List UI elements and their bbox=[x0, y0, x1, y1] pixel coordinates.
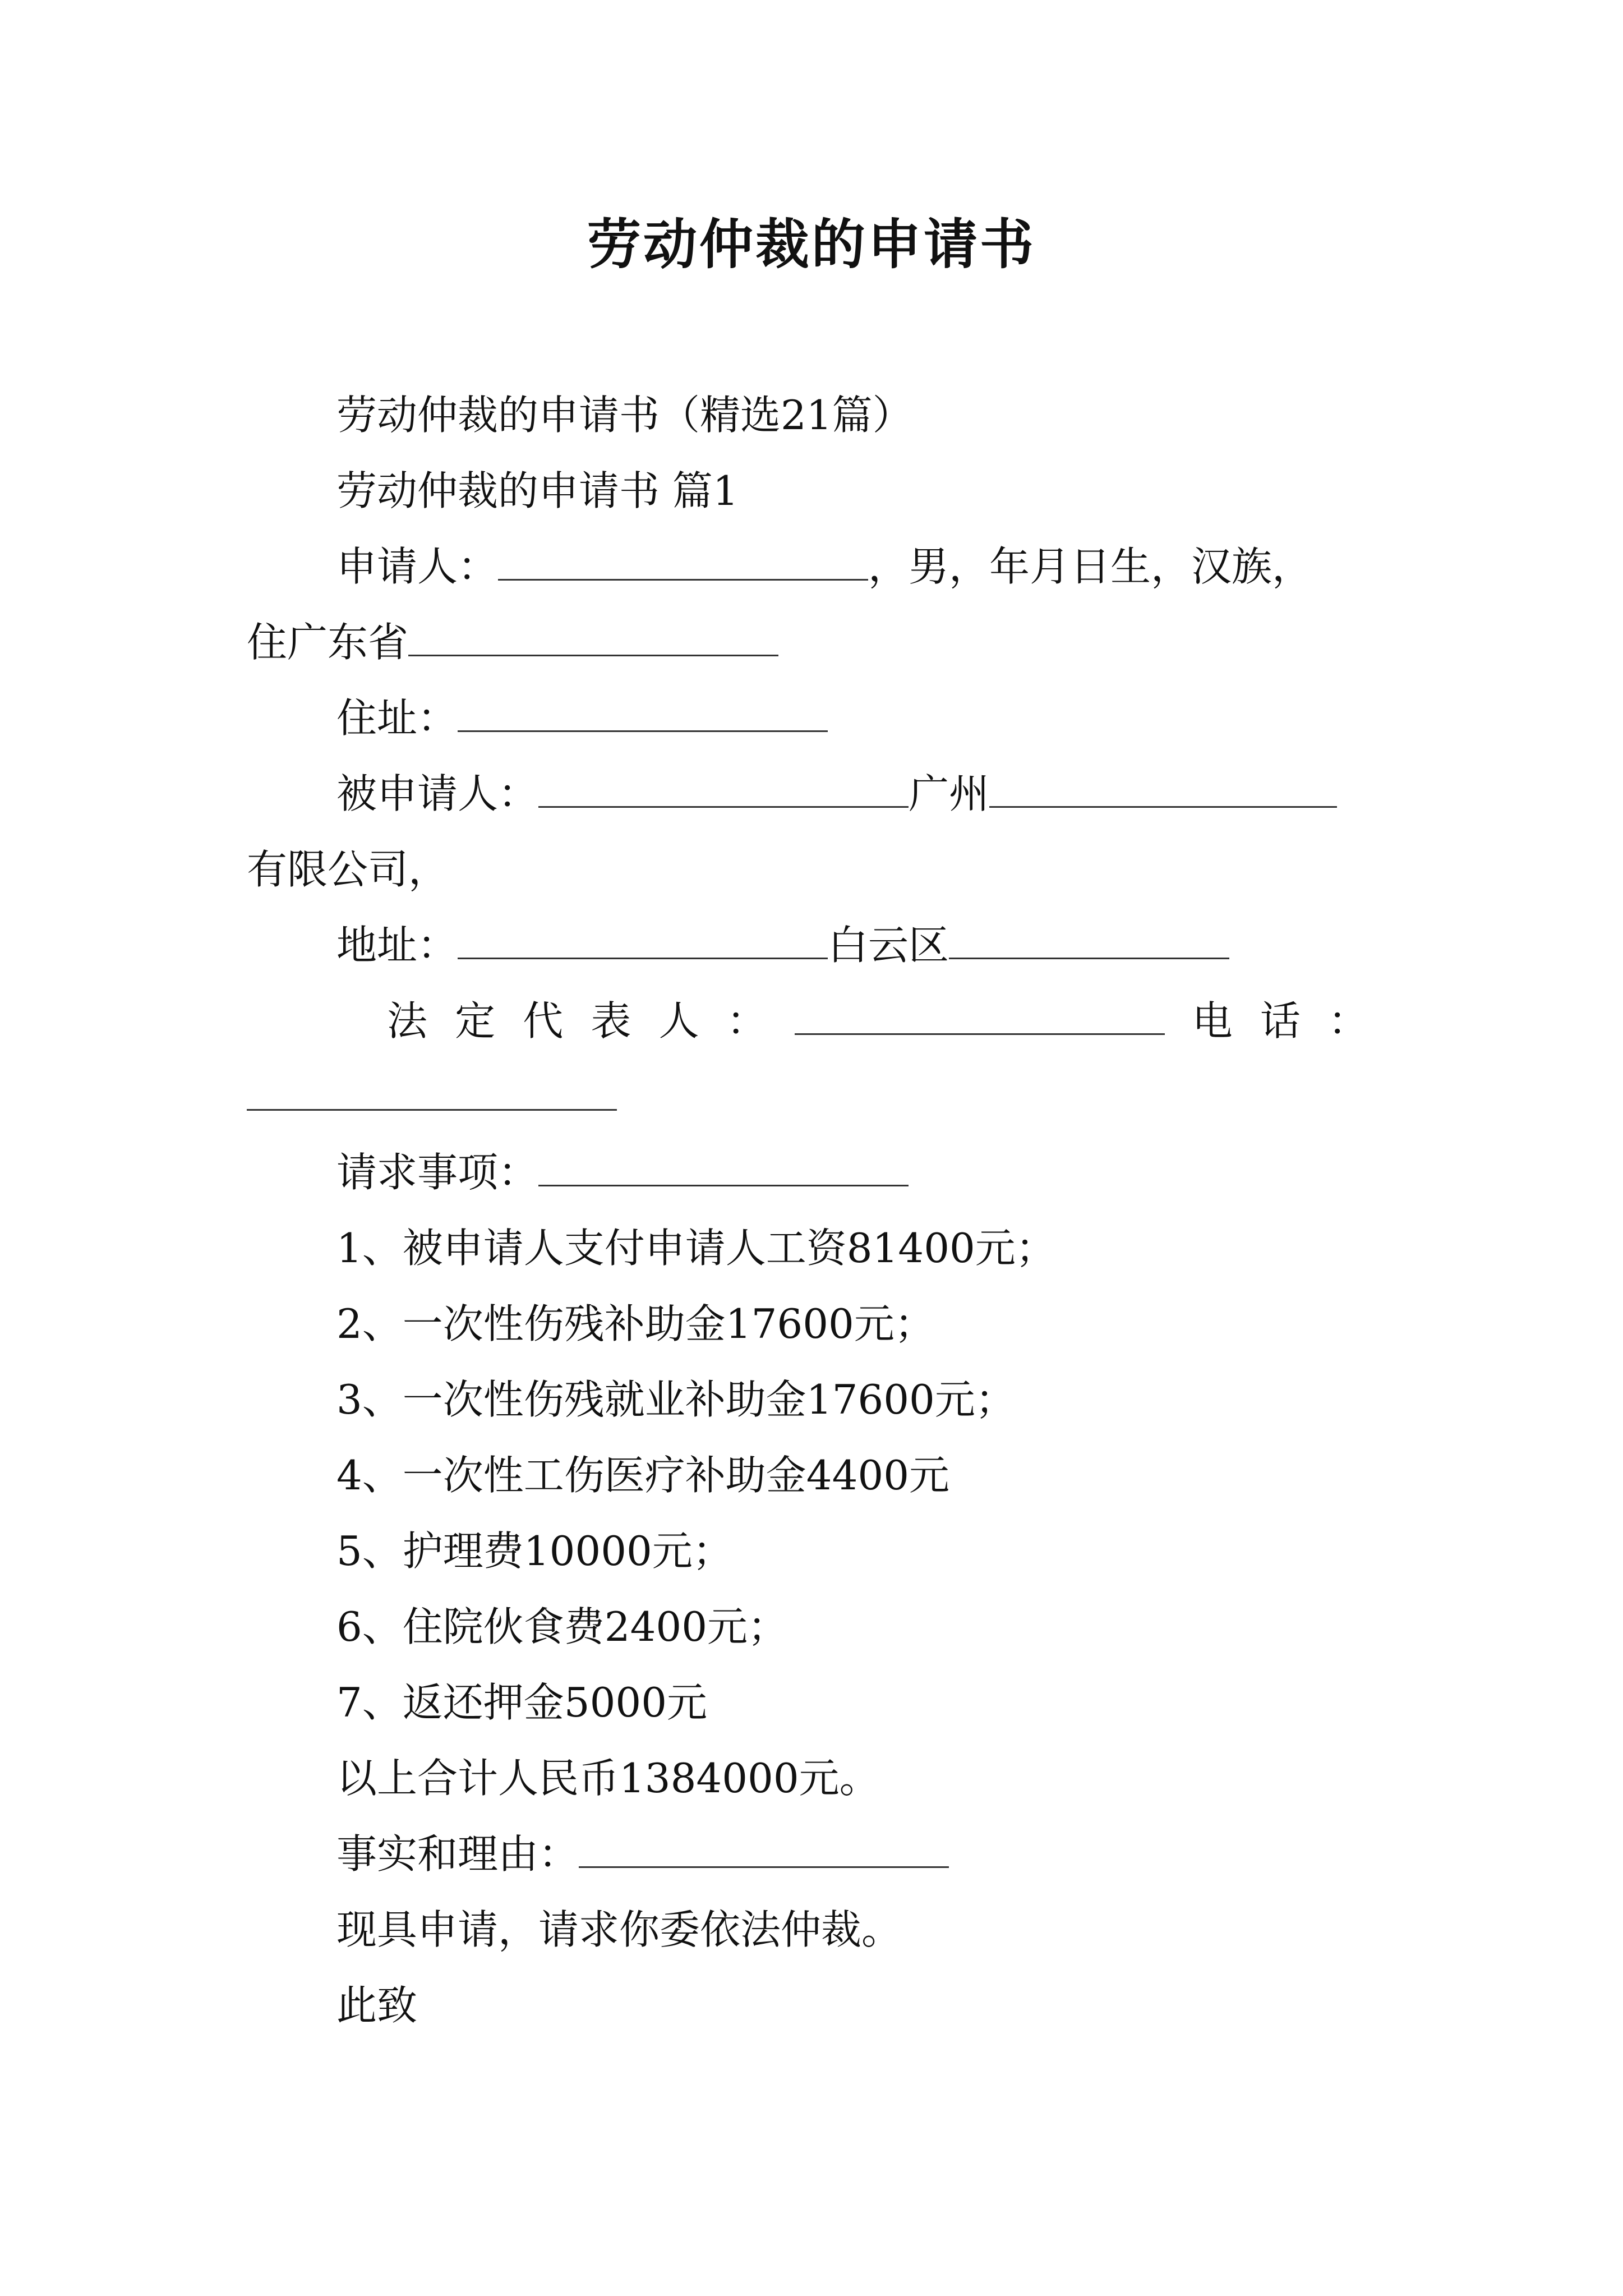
claims-line bbox=[336, 1144, 909, 1200]
claims-label: 请求事项： bbox=[336, 1149, 539, 1196]
claims-blank bbox=[538, 1144, 909, 1186]
closing-line: 此致 bbox=[336, 1982, 418, 2029]
claim-item: 7、返还押金5000元 bbox=[336, 1679, 708, 1726]
phone-blank bbox=[247, 1069, 617, 1111]
respondent-district-blank bbox=[949, 917, 1229, 959]
respondent-line bbox=[336, 766, 1337, 822]
applicant-address-line bbox=[247, 614, 778, 670]
applicant-address-blank bbox=[408, 614, 778, 656]
address-line bbox=[336, 690, 828, 746]
section-heading: 劳动仲裁的申请书 篇1 bbox=[336, 467, 739, 514]
phone-char: ： bbox=[1327, 997, 1368, 1045]
legal-rep-blank bbox=[795, 993, 1165, 1035]
legal-rep-char: 定 bbox=[455, 997, 496, 1045]
respondent-company-blank bbox=[989, 766, 1337, 808]
applicant-info: ，男，年月日生，汉族， bbox=[868, 543, 1313, 590]
facts-blank bbox=[579, 1826, 949, 1868]
legal-rep-char: 代 bbox=[523, 997, 564, 1045]
respondent-city: 广州 bbox=[909, 770, 990, 817]
subtitle: 劳动仲裁的申请书（精选21篇） bbox=[336, 392, 913, 439]
legal-rep-char: 法 bbox=[387, 997, 428, 1045]
facts-label: 事实和理由： bbox=[336, 1830, 579, 1878]
total-line: 以上合计人民币1384000元。 bbox=[336, 1755, 880, 1802]
claim-item: 4、一次性工伤医疗补助金4400元 bbox=[336, 1452, 950, 1499]
document-title: 劳动仲裁的申请书 bbox=[587, 213, 1036, 276]
legal-rep-char: 表 bbox=[591, 997, 631, 1045]
claim-item: 5、护理费10000元； bbox=[336, 1527, 733, 1575]
legal-rep-line bbox=[387, 993, 1368, 1049]
claim-item: 3、一次性伤残就业补助金17600元； bbox=[336, 1376, 1016, 1423]
legal-rep-char: ： bbox=[726, 997, 767, 1045]
phone-char: 电 bbox=[1192, 997, 1233, 1045]
respondent-address-blank bbox=[458, 917, 828, 959]
respondent-label: 被申请人： bbox=[336, 770, 539, 817]
respondent-address-label: 地址： bbox=[336, 922, 458, 969]
facts-line bbox=[336, 1826, 949, 1882]
claim-item: 2、一次性伤残补助金17600元； bbox=[336, 1300, 935, 1347]
applicant-label: 申请人： bbox=[336, 543, 499, 590]
claim-item: 1、被申请人支付申请人工资81400元； bbox=[336, 1225, 1056, 1272]
claim-item: 6、住院伙食费2400元； bbox=[336, 1603, 789, 1650]
applicant-line bbox=[336, 539, 1312, 595]
legal-rep-char: 人 bbox=[658, 997, 699, 1045]
respondent-name-blank bbox=[538, 766, 909, 808]
request-line: 现具申请，请求你委依法仲裁。 bbox=[336, 1906, 902, 1953]
applicant-name-blank bbox=[498, 539, 868, 581]
respondent-address-line bbox=[336, 917, 1229, 973]
phone-blank-line bbox=[247, 1069, 617, 1125]
respondent-company: 有限公司， bbox=[247, 846, 449, 893]
address-blank bbox=[458, 690, 828, 732]
applicant-address-prefix: 住广东省 bbox=[247, 619, 409, 666]
phone-char: 话 bbox=[1260, 997, 1301, 1045]
respondent-district: 白云区 bbox=[828, 922, 949, 969]
address-label: 住址： bbox=[336, 694, 458, 742]
